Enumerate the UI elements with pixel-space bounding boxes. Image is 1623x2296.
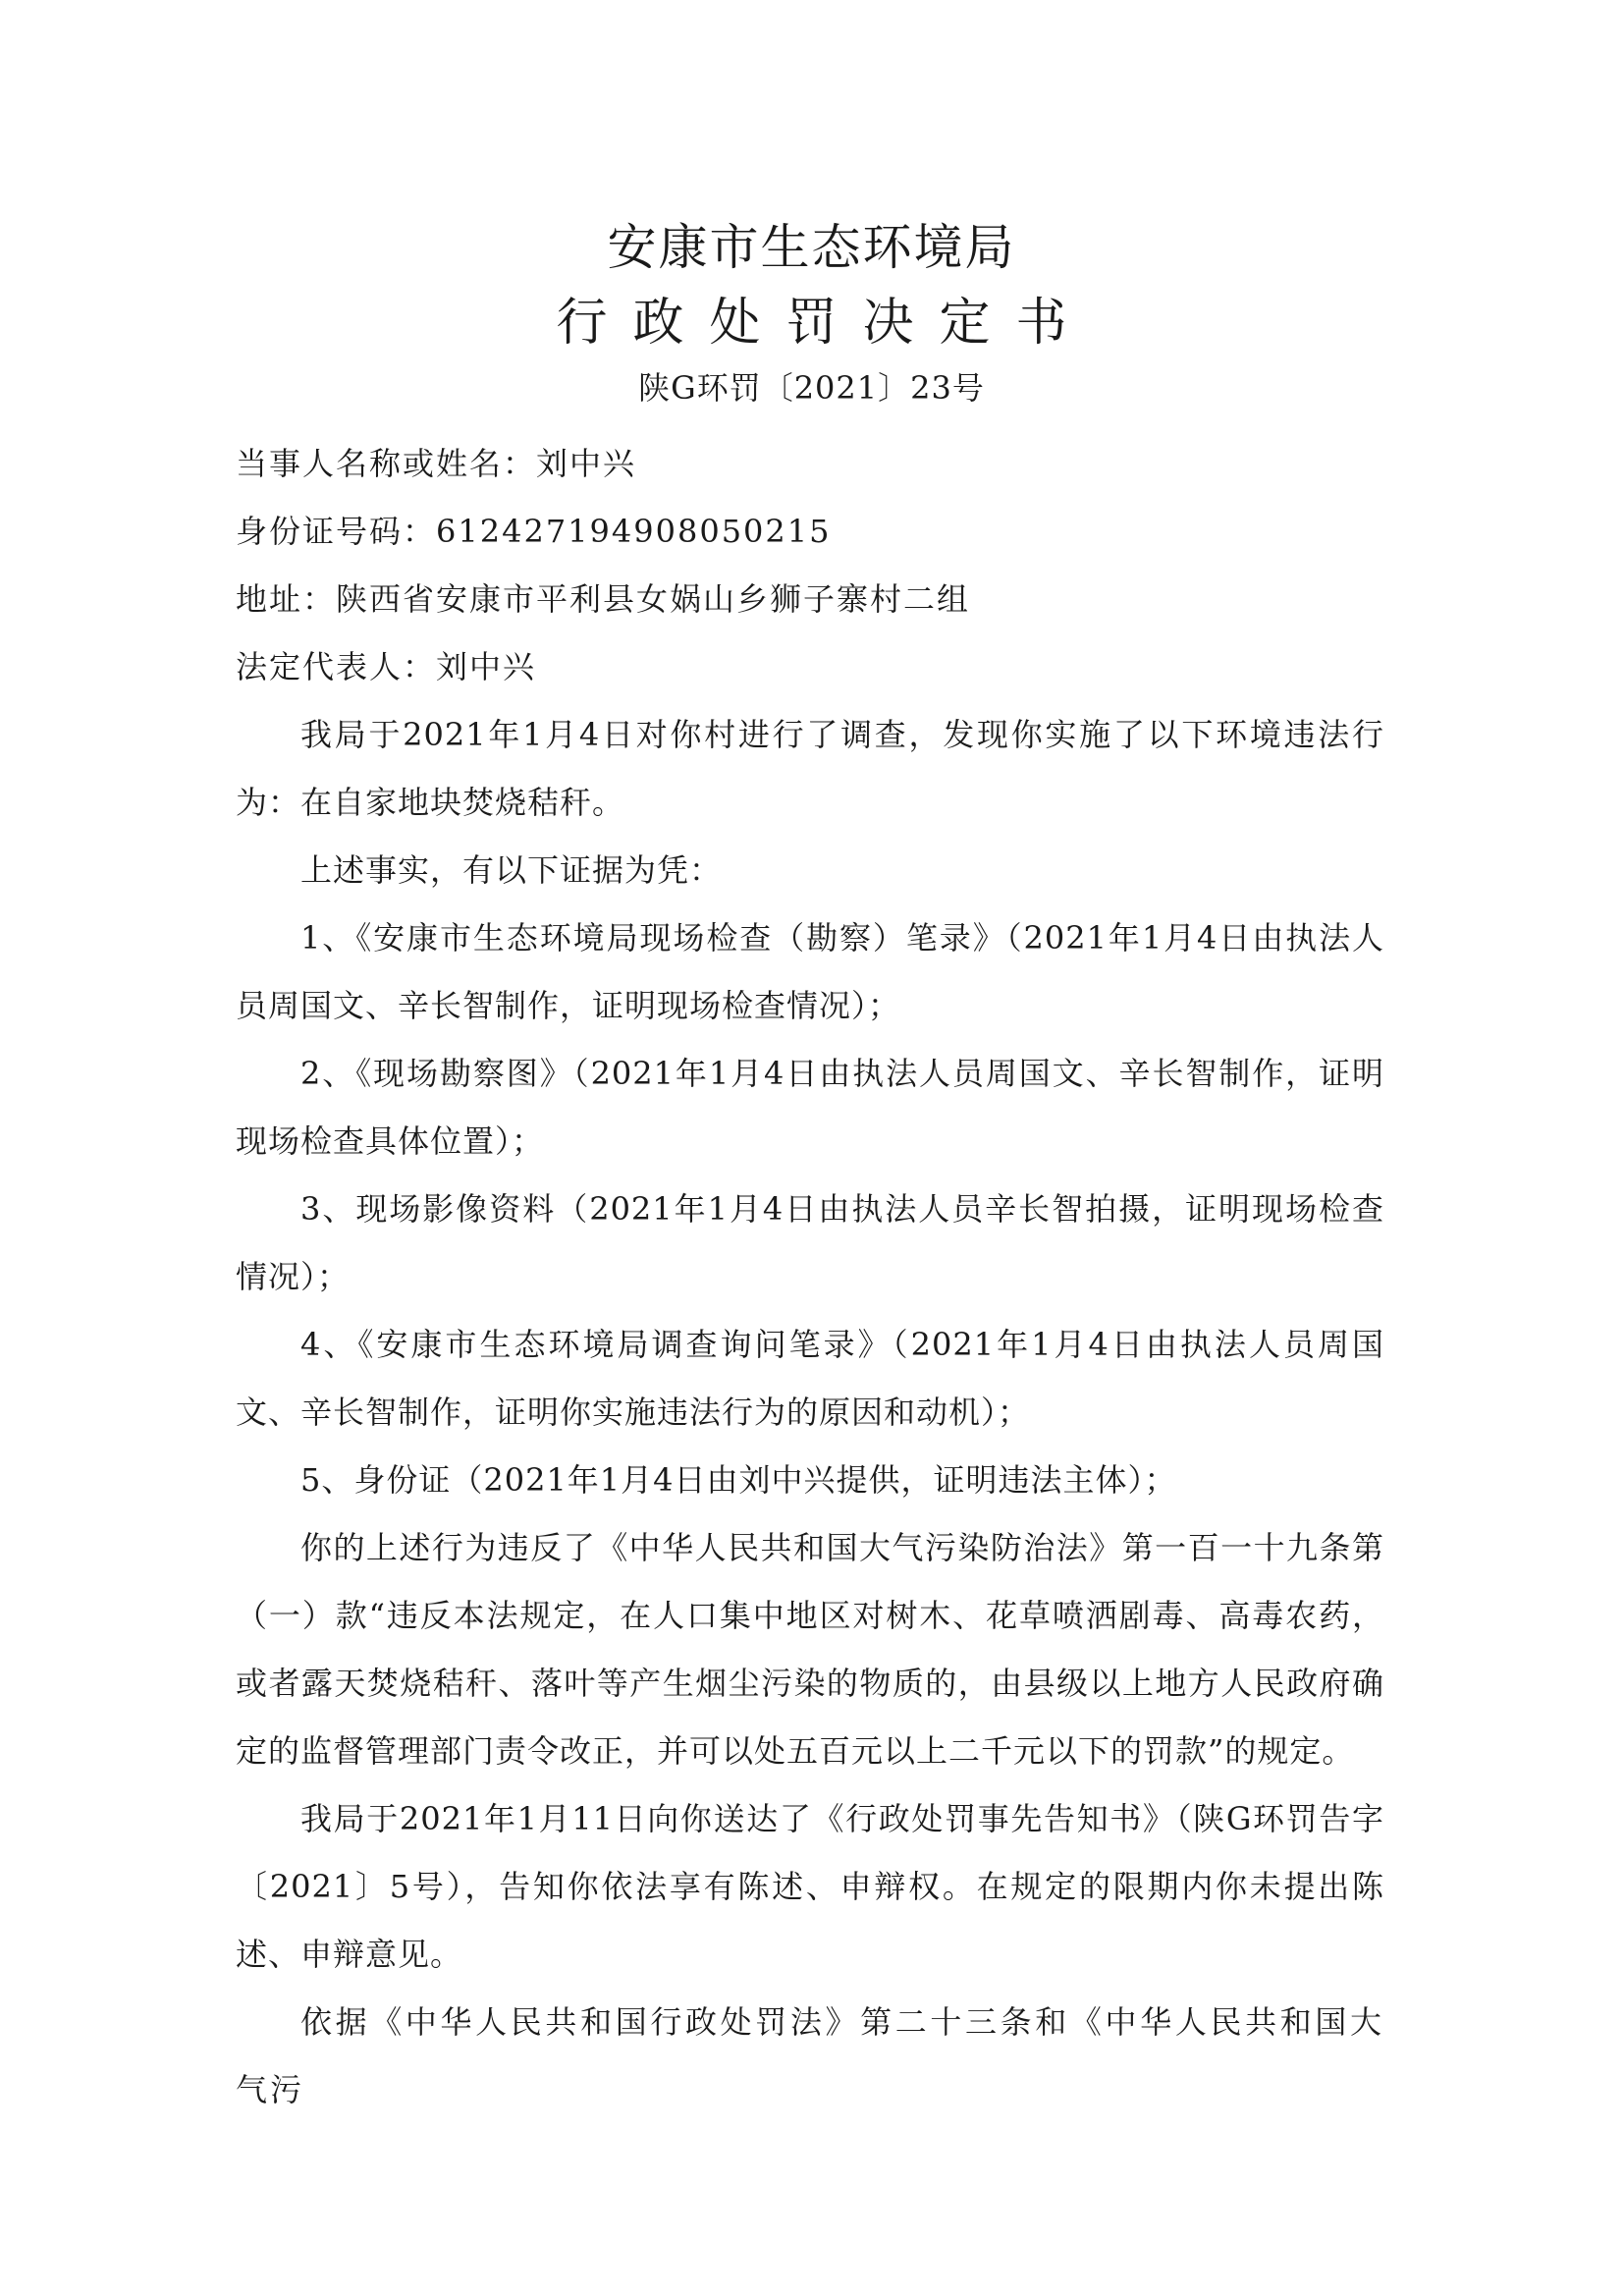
- party-id-label: 身份证号码：: [236, 513, 437, 550]
- legal-basis-paragraph: 依据《中华人民共和国行政处罚法》第二十三条和《中华人民共和国大气污: [236, 2003, 1384, 2108]
- facts-paragraph: 我局于2021年1月4日对你村进行了调查，发现你实施了以下环境违法行为：在自家地块焚烧秸秆。: [236, 716, 1384, 821]
- document-body: [236, 430, 1384, 2124]
- evidence-intro-paragraph: 上述事实，有以下证据为凭：: [300, 851, 723, 889]
- party-name-line: [236, 430, 1384, 498]
- party-address-line: [236, 566, 1384, 633]
- party-address-label: 地址：: [236, 580, 337, 618]
- evidence-item-2: 2、《现场勘察图》（2021年1月4日由执法人员周国文、辛长智制作，证明现场检查具体位置）；: [236, 1055, 1384, 1160]
- issuing-authority-title: 安康市生态环境局: [607, 219, 1016, 276]
- legal-representative-value: 刘中兴: [436, 648, 537, 685]
- document-title: 行政处罚决定书: [556, 294, 1093, 353]
- legal-representative-label: 法定代表人：: [236, 648, 437, 685]
- party-address-value: 陕西省安康市平利县女娲山乡狮子寨村二组: [336, 580, 971, 618]
- legal-representative-line: [236, 633, 1384, 701]
- document-number: 陕G环罚〔2021〕23号: [638, 369, 985, 407]
- violation-paragraph: 你的上述行为违反了《中华人民共和国大气污染防治法》第一百一十九条第（一）款“违反本法规定，在人口集中地区对树木、花草喷洒剧毒、高毒农药，或者露天焚烧秸秆、落叶等产生烟尘污染的物质的，由县级以上地方人民政府确定的监督管理部门责令改正，并可以处五百元以上二千元以下的罚款”的规定。: [236, 1529, 1384, 1770]
- prior-notice-paragraph: 我局于2021年1月11日向你送达了《行政处罚事先告知书》（陕G环罚告字〔2021〕5号），告知你依法享有陈述、申辩权。在规定的限期内你未提出陈述、申辩意见。: [236, 1800, 1384, 1973]
- evidence-item-1: 1、《安康市生态环境局现场检查（勘察）笔录》（2021年1月4日由执法人员周国文、辛长智制作，证明现场检查情况）；: [236, 919, 1384, 1024]
- evidence-item-3: 3、现场影像资料（2021年1月4日由执法人员辛长智拍摄，证明现场检查情况）；: [236, 1190, 1384, 1295]
- party-name-value: 刘中兴: [536, 445, 637, 482]
- evidence-item-5: 5、身份证（2021年1月4日由刘中兴提供，证明违法主体）；: [300, 1461, 1177, 1499]
- evidence-item-4: 4、《安康市生态环境局调查询问笔录》（2021年1月4日由执法人员周国文、辛长智制作，证明你实施违法行为的原因和动机）；: [236, 1326, 1384, 1431]
- party-id-value: 612427194908050215: [436, 513, 832, 550]
- party-id-line: [236, 498, 1384, 566]
- party-name-label: 当事人名称或姓名：: [236, 445, 537, 482]
